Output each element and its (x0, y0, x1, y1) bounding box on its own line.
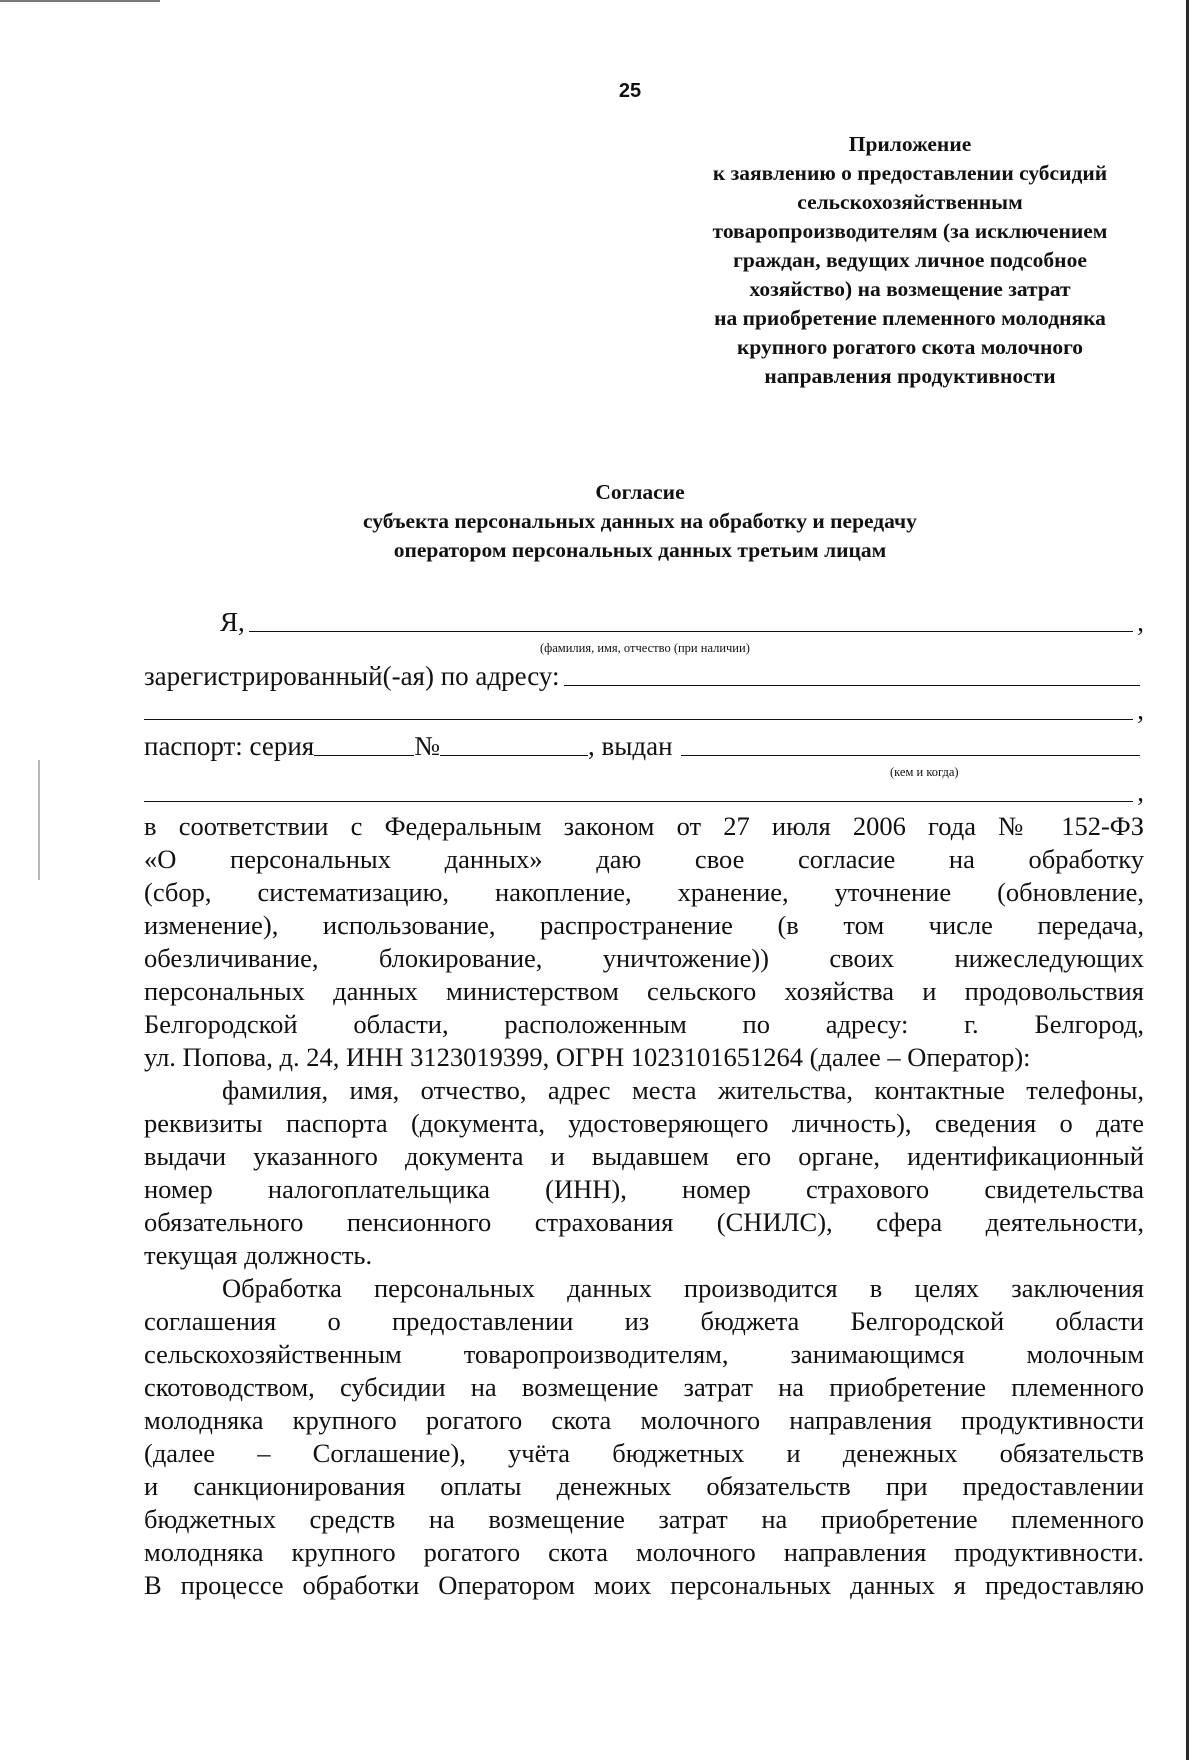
appendix-line: товаропроизводителям (за исключением (712, 219, 1108, 243)
consent-subtitle-line: оператором персональных данных третьим лицам (393, 538, 887, 562)
issued-continuation-fill-line[interactable] (144, 775, 1133, 802)
appendix-line: сельскохозяйственным (797, 190, 1023, 214)
scan-artifact-right-edge (1186, 0, 1189, 1760)
address-fill-line[interactable] (564, 659, 1140, 686)
paragraph-line: обязательного пенсионного страхования (СНИЛС), сфера деятельности, (144, 1207, 1144, 1237)
page-number: 25 (618, 80, 642, 102)
passport-field-row (144, 728, 1144, 762)
paragraph-line: изменение), использование, распространение (в том числе передача, (144, 910, 1144, 940)
issued-label: , выдан (588, 731, 673, 761)
paragraph-line: «О персональных данных» даю свое согласие на обработку (144, 844, 1144, 874)
appendix-line: крупного рогатого скота молочного (736, 335, 1084, 359)
paragraph-line: и санкционирования оплаты денежных обязательств при предоставлении (144, 1471, 1144, 1501)
paragraph-line: Обработка персональных данных производится в целях заключения (222, 1273, 1144, 1303)
paragraph-line: обезличивание, блокирование, уничтожение)) своих нижеследующих (144, 943, 1144, 973)
paragraph-line: в соответствии с Федеральным законом от 27 июля 2006 года № 152-ФЗ (144, 811, 1144, 841)
paragraph-line: скотоводством, субсидии на возмещение затрат на приобретение племенного (144, 1372, 1144, 1402)
paragraph-line: молодняка крупного рогатого скота молочного направления продуктивности. (144, 1537, 1144, 1567)
address-continuation-row (144, 692, 1144, 726)
scan-artifact-top-line (0, 0, 160, 2)
address-label: зарегистрированный(-ая) по адресу: (144, 661, 560, 691)
trailing-comma: , (1137, 695, 1144, 725)
paragraph-line: В процессе обработки Оператором моих персональных данных я предоставляю (144, 1570, 1144, 1600)
paragraph-line: выдачи указанного документа и выдавшем его органе, идентификационный (144, 1141, 1144, 1171)
issued-by-fill-line[interactable] (681, 729, 1140, 756)
issued-continuation-row (144, 774, 1144, 808)
paragraph-line: персональных данных министерством сельского хозяйства и продовольствия (144, 976, 1144, 1006)
appendix-line: направления продуктивности (764, 364, 1056, 388)
paragraph-line: молодняка крупного рогатого скота молочного направления продуктивности (144, 1405, 1144, 1435)
paragraph-line: реквизиты паспорта (документа, удостоверяющего личность), сведения о дате (144, 1108, 1144, 1138)
consent-subtitle-line: субъекта персональных данных на обработку и передачу (363, 509, 917, 533)
appendix-line: хозяйство) на возмещение затрат (749, 277, 1071, 301)
paragraph-line: (сбор, систематизацию, накопление, хранение, уточнение (обновление, (144, 877, 1144, 907)
paragraph-line: сельскохозяйственным товаропроизводителям, занимающимся молочным (144, 1339, 1144, 1369)
paragraph-line: (далее – Соглашение), учёта бюджетных и денежных обязательств (144, 1438, 1144, 1468)
passport-number-fill-line[interactable] (440, 729, 588, 756)
paragraph-line: номер налогоплательщика (ИНН), номер страхового свидетельства (144, 1174, 1144, 1204)
passport-series-fill-line[interactable] (314, 729, 414, 756)
issued-hint: (кем и когда) (890, 765, 959, 779)
address-field-row (144, 658, 1144, 692)
trailing-comma: , (1137, 607, 1144, 637)
address-continuation-fill-line[interactable] (144, 693, 1133, 720)
consent-header (200, 478, 1080, 565)
paragraph-line: текущая должность. (144, 1240, 373, 1270)
trailing-comma: , (1137, 777, 1144, 807)
appendix-block (660, 130, 1160, 391)
passport-series-label: паспорт: серия (144, 731, 315, 761)
passport-number-label: № (414, 731, 440, 761)
paragraph-line: бюджетных средств на возмещение затрат на приобретение племенного (144, 1504, 1144, 1534)
name-fill-line[interactable] (249, 605, 1133, 632)
appendix-line: на приобретение племенного молодняка (714, 306, 1106, 330)
name-label: Я, (220, 607, 245, 637)
paragraph-line: Белгородской области, расположенным по адресу: г. Белгород, (144, 1009, 1144, 1039)
appendix-line: граждан, ведущих личное подсобное (733, 248, 1087, 272)
paragraph-line: соглашения о предоставлении из бюджета Белгородской области (144, 1306, 1144, 1336)
paragraph-line: фамилия, имя, отчество, адрес места жительства, контактные телефоны, (222, 1075, 1144, 1105)
scan-artifact-speck (38, 760, 40, 880)
consent-body-text (144, 810, 1144, 1602)
paragraph-line: ул. Попова, д. 24, ИНН 3123019399, ОГРН 1023101651264 (далее – Оператор): (144, 1042, 1031, 1072)
name-hint: (фамилия, имя, отчество (при наличии) (540, 641, 750, 655)
appendix-title: Приложение (848, 132, 972, 156)
appendix-line: к заявлению о предоставлении субсидий (712, 161, 1108, 185)
name-field-row (220, 604, 1144, 638)
consent-title: Согласие (595, 480, 685, 504)
